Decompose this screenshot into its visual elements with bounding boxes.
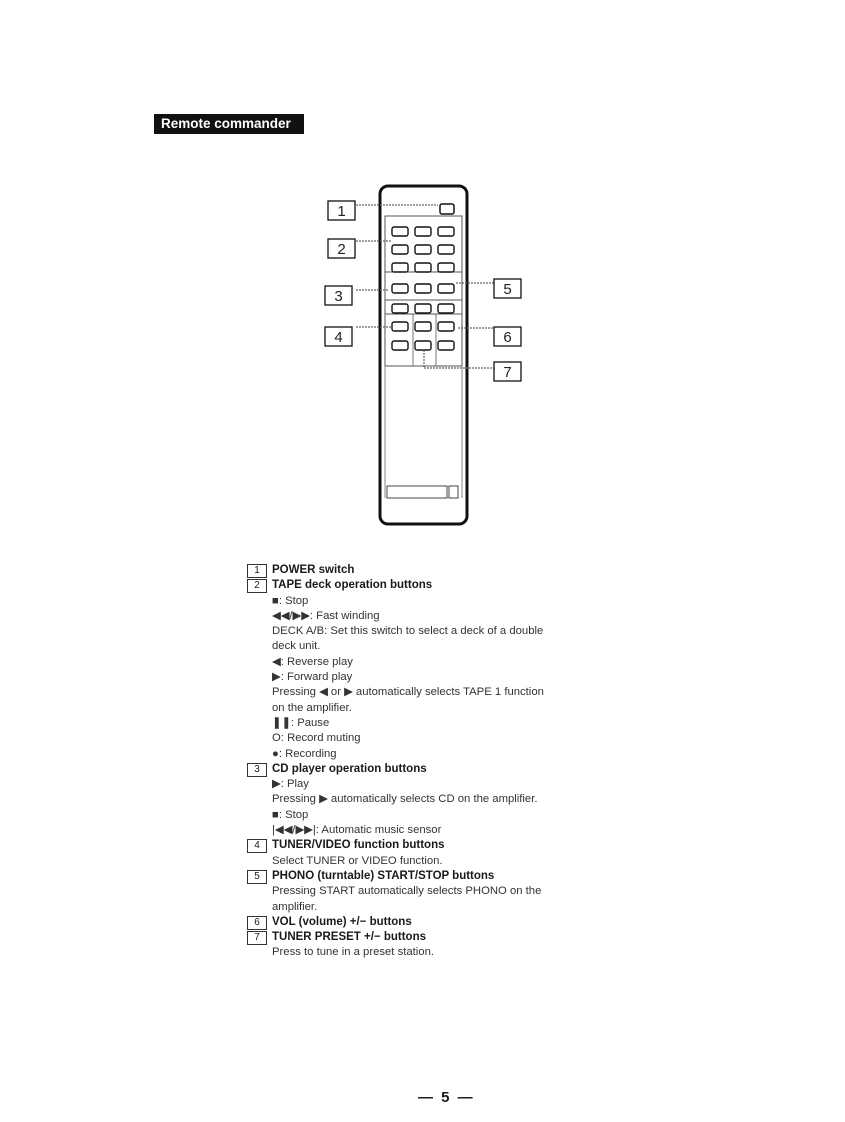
legend-description xyxy=(247,808,627,823)
legend-text: Pressing ▶ automatically selects CD on the amplifier. xyxy=(272,793,538,806)
legend-description xyxy=(247,655,627,670)
svg-text:7: 7 xyxy=(503,364,512,381)
legend-text: VOL (volume) +/− buttons xyxy=(272,915,412,928)
section-title: Remote commander xyxy=(154,114,304,134)
remote-button xyxy=(438,322,454,331)
legend-description xyxy=(247,701,627,716)
legend-description xyxy=(247,777,627,792)
legend-description xyxy=(247,792,627,807)
remote-button xyxy=(415,227,431,236)
remote-button xyxy=(392,245,408,254)
legend-description xyxy=(247,884,627,899)
legend-text: TUNER/VIDEO function buttons xyxy=(272,839,445,852)
remote-button xyxy=(415,263,431,272)
remote-button xyxy=(415,245,431,254)
legend-text: |◀◀/▶▶|: Automatic music sensor xyxy=(272,824,442,837)
legend-description xyxy=(247,945,627,960)
callout-7 xyxy=(494,362,521,381)
remote-button xyxy=(392,322,408,331)
legend-description xyxy=(247,716,627,731)
svg-text:4: 4 xyxy=(334,329,343,346)
remote-button xyxy=(438,284,454,293)
legend-text: ■: Stop xyxy=(272,808,309,821)
callout-2 xyxy=(328,239,355,258)
legend-description xyxy=(247,685,627,700)
remote-button xyxy=(392,263,408,272)
legend-text: Pressing ◀ or ▶ automatically selects TAPE 1 function xyxy=(272,686,544,699)
legend-description xyxy=(247,639,627,654)
legend-description xyxy=(247,854,627,869)
remote-button xyxy=(392,341,408,350)
legend-number-box: 1 xyxy=(247,564,267,578)
legend-number-box: 5 xyxy=(247,870,267,884)
remote-button xyxy=(415,304,431,313)
svg-text:2: 2 xyxy=(337,241,346,258)
callout-5 xyxy=(494,279,521,298)
legend-text: ❚❚: Pause xyxy=(272,716,330,729)
legend-number-box: 2 xyxy=(247,579,267,593)
remote-button xyxy=(415,322,431,331)
remote-button xyxy=(392,284,408,293)
legend-text: Press to tune in a preset station. xyxy=(272,946,435,959)
legend-description xyxy=(247,670,627,685)
legend-description xyxy=(247,900,627,915)
legend-text: ▶: Forward play xyxy=(272,671,353,684)
legend-description xyxy=(247,747,627,762)
remote-button xyxy=(438,245,454,254)
legend-heading xyxy=(247,915,627,930)
legend-text: TUNER PRESET +/− buttons xyxy=(272,931,426,944)
page-number: — 5 — xyxy=(418,1089,475,1106)
remote-button xyxy=(438,341,454,350)
remote-button xyxy=(415,284,431,293)
svg-text:1: 1 xyxy=(337,203,346,220)
legend-text: ◀◀/▶▶: Fast winding xyxy=(272,609,380,622)
legend-text: TAPE deck operation buttons xyxy=(272,579,433,592)
remote-button xyxy=(438,227,454,236)
callout-3 xyxy=(325,286,352,305)
legend-text: DECK A/B: Set this switch to select a deck of a double xyxy=(272,625,544,638)
legend-number-box: 6 xyxy=(247,916,267,930)
legend-description xyxy=(247,823,627,838)
legend-heading xyxy=(247,578,627,593)
legend-heading xyxy=(247,930,627,945)
remote-button xyxy=(415,341,431,350)
legend-heading xyxy=(247,762,627,777)
svg-text:5: 5 xyxy=(503,281,512,298)
legend-heading xyxy=(247,869,627,884)
button-legend xyxy=(247,563,627,961)
power-button xyxy=(440,204,454,214)
remote-button xyxy=(392,227,408,236)
legend-text: deck unit. xyxy=(272,640,321,653)
legend-text: CD player operation buttons xyxy=(272,762,427,775)
legend-text: Select TUNER or VIDEO function. xyxy=(272,854,443,867)
callout-6 xyxy=(494,327,521,346)
remote-illustration xyxy=(0,0,845,560)
legend-description xyxy=(247,731,627,746)
remote-button xyxy=(438,304,454,313)
callout-1 xyxy=(328,201,355,220)
legend-heading xyxy=(247,838,627,853)
remote-button xyxy=(392,304,408,313)
legend-text: ◀: Reverse play xyxy=(272,655,353,668)
svg-text:6: 6 xyxy=(503,329,512,346)
legend-number-box: 3 xyxy=(247,763,267,777)
remote-button-grid xyxy=(392,227,454,350)
legend-description xyxy=(247,624,627,639)
legend-text: ●: Recording xyxy=(272,747,337,760)
legend-heading xyxy=(247,563,627,578)
legend-text: PHONO (turntable) START/STOP buttons xyxy=(272,869,495,882)
legend-text: ▶: Play xyxy=(272,778,309,791)
legend-number-box: 4 xyxy=(247,839,267,853)
legend-text: ■: Stop xyxy=(272,594,309,607)
legend-description xyxy=(247,609,627,624)
callout-4 xyxy=(325,327,352,346)
legend-text: amplifier. xyxy=(272,900,318,913)
legend-text: on the amplifier. xyxy=(272,701,352,714)
legend-number-box: 7 xyxy=(247,931,267,945)
remote-button xyxy=(438,263,454,272)
svg-text:3: 3 xyxy=(334,288,343,305)
legend-description xyxy=(247,594,627,609)
legend-text: Pressing START automatically selects PHONO on the xyxy=(272,885,542,898)
legend-text: O: Record muting xyxy=(272,732,361,745)
legend-text: POWER switch xyxy=(272,564,355,576)
